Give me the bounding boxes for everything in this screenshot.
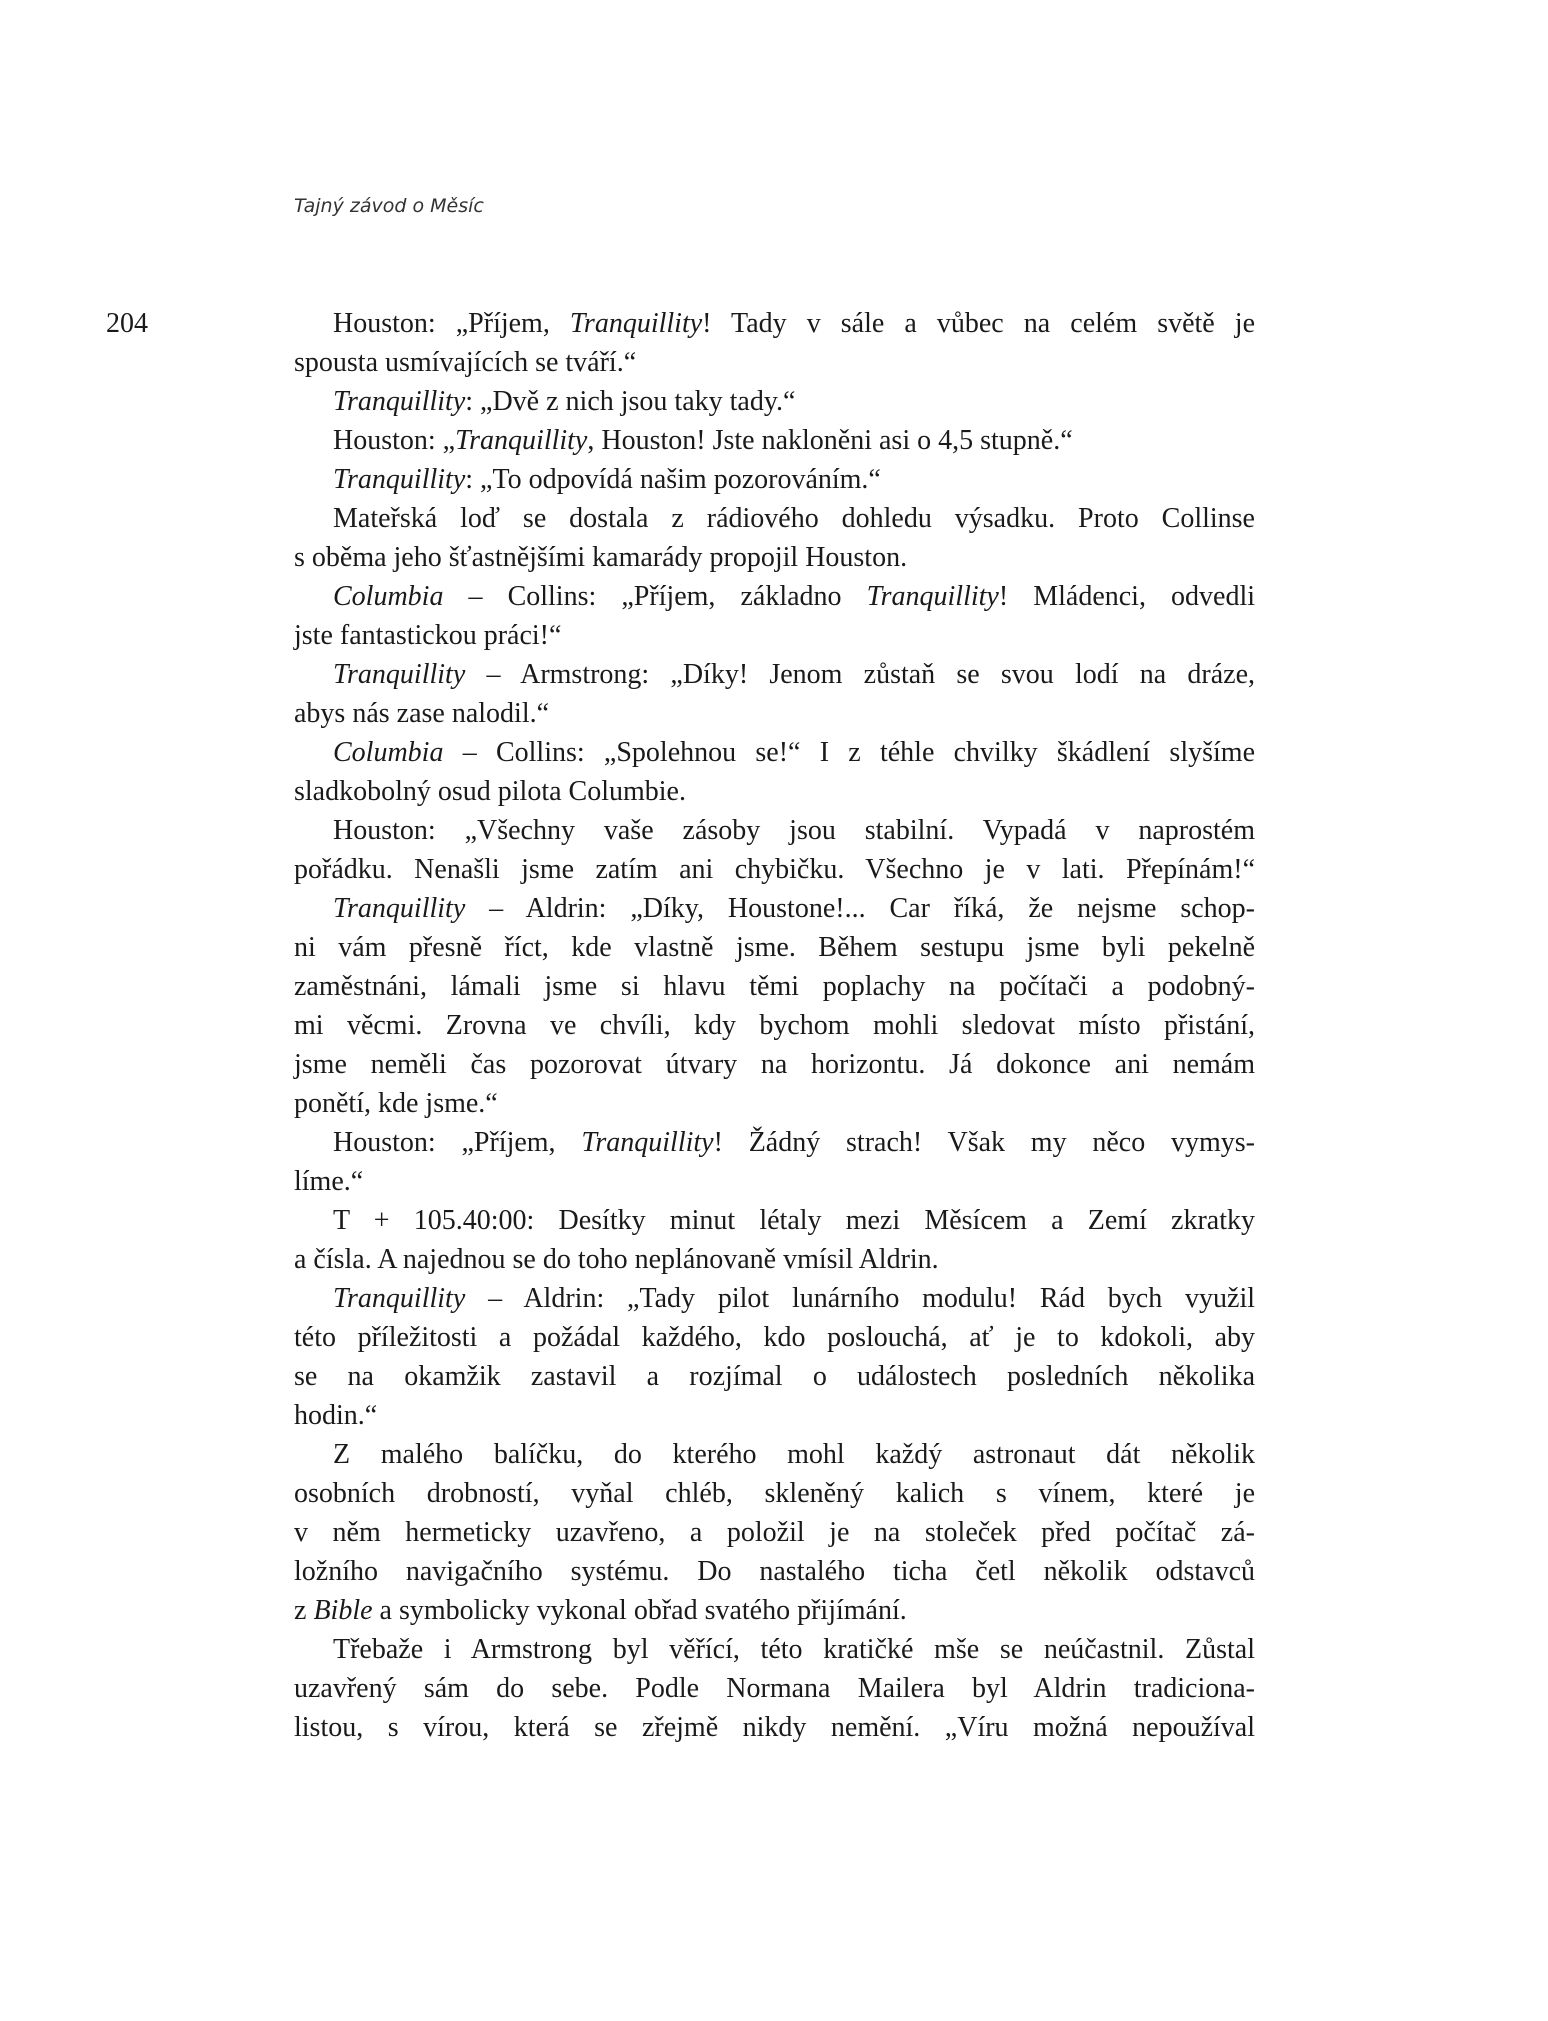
text-segment: Mateřská loď se dostala z rádiového dohledu výsadku. Proto Collinse [333,503,1255,534]
italic-text-segment: Columbia [333,737,444,768]
text-line [294,499,1255,538]
text-segment: – Armstrong: „Díky! Jenom zůstaň se svou lodí na dráze, [465,659,1255,690]
text-segment: líme.“ [294,1166,364,1197]
text-line [294,1006,1255,1045]
italic-text-segment: Tranquillity [569,308,703,339]
text-line [294,1435,1255,1474]
italic-text-segment: Tranquillity [581,1127,714,1158]
text-segment: uzavřený sám do sebe. Podle Normana Mailera byl Aldrin tradiciona- [294,1673,1255,1704]
italic-text-segment: Tranquillity [333,1283,466,1314]
text-line [294,382,1255,421]
text-line [294,1630,1255,1669]
italic-text-segment: Tranquillity [866,581,999,612]
text-segment: T + 105.40:00: Desítky minut létaly mezi Měsícem a Zemí zkratky [333,1205,1255,1236]
text-line [294,1474,1255,1513]
text-segment: Houston: „Všechny vaše zásoby jsou stabilní. Vypadá v naprostém [333,815,1255,846]
text-segment: se na okamžik zastavil a rozjímal o událostech posledních několika [294,1361,1255,1392]
text-segment: abys nás zase nalodil.“ [294,698,550,729]
text-segment: – Aldrin: „Tady pilot lunárního modulu! Rád bych využil [465,1283,1255,1314]
body-text [294,304,1255,1747]
text-line [294,889,1255,928]
text-line [294,1045,1255,1084]
text-segment: v něm hermeticky uzavřeno, a položil je na stoleček před počítač zá- [294,1517,1255,1548]
text-segment: – Aldrin: „Díky, Houstone!... Car říká, že nejsme schop- [465,893,1255,924]
text-segment: této příležitosti a požádal každého, kdo poslouchá, ať je to kdokoli, aby [294,1322,1255,1353]
text-line [294,772,1255,811]
text-line [294,1552,1255,1591]
text-segment: s oběma jeho šťastnějšími kamarády propojil Houston. [294,542,908,573]
text-segment: ! Mládenci, odvedli [998,581,1255,612]
text-segment: a symbolicky vykonal obřad svatého přijímání. [372,1595,907,1626]
italic-text-segment: Tranquillity [455,425,588,456]
text-segment: Houston: „Příjem, [333,308,570,339]
text-segment: sladkobolný osud pilota Columbie. [294,776,686,807]
text-line [294,1123,1255,1162]
text-line [294,1513,1255,1552]
text-segment: Houston: „ [333,425,456,456]
text-segment: osobních drobností, vyňal chléb, skleněný kalich s vínem, které je [294,1478,1255,1509]
text-line [294,1162,1255,1201]
text-line [294,421,1255,460]
text-segment: Třebaže i Armstrong byl věřící, této kratičké mše se neúčastnil. Zůstal [333,1634,1255,1665]
text-line [294,811,1255,850]
text-segment: jsme neměli čas pozorovat útvary na horizontu. Já dokonce ani nemám [294,1049,1255,1080]
text-segment: pořádku. Nenašli jsme zatím ani chybičku. Všechno je v lati. Přepínám!“ [294,854,1255,885]
text-segment: ložního navigačního systému. Do nastalého ticha četl několik odstavců [294,1556,1255,1587]
text-segment: ! Žádný strach! Však my něco vymys- [713,1127,1256,1158]
text-line [294,694,1255,733]
text-segment: a čísla. A najednou se do toho neplánovaně vmísil Aldrin. [294,1244,939,1275]
text-segment: Houston: „Příjem, [333,1127,582,1158]
text-line [294,1591,1255,1630]
text-line [294,460,1255,499]
text-line [294,850,1255,889]
text-line [294,928,1255,967]
text-segment: : „Dvě z nich jsou taky tady.“ [465,386,796,417]
text-segment: – Collins: „Příjem, základno [443,581,867,612]
text-line [294,1708,1255,1747]
page-number: 204 [106,308,148,339]
italic-text-segment: Columbia [333,581,444,612]
text-segment: : „To odpovídá našim pozorováním.“ [465,464,881,495]
italic-text-segment: Tranquillity [333,893,466,924]
italic-text-segment: Bible [313,1595,373,1626]
text-line [294,1240,1255,1279]
italic-text-segment: Tranquillity [333,386,466,417]
text-line [294,1396,1255,1435]
text-line [294,1279,1255,1318]
text-segment: – Collins: „Spolehnou se!“ I z téhle chvilky škádlení slyšíme [443,737,1255,768]
running-head-title: Tajný závod o Měsíc [294,195,484,217]
text-line [294,304,1255,343]
text-segment: ponětí, kde jsme.“ [294,1088,498,1119]
text-segment: ! Tady v sále a vůbec na celém světě je [702,308,1255,339]
text-segment: hodin.“ [294,1400,378,1431]
text-line [294,1084,1255,1123]
text-segment: zaměstnáni, lámali jsme si hlavu těmi poplachy na počítači a podobný- [294,971,1255,1002]
text-line [294,1669,1255,1708]
text-segment: jste fantastickou práci!“ [294,620,562,651]
italic-text-segment: Tranquillity [333,659,466,690]
text-segment: ni vám přesně říct, kde vlastně jsme. Během sestupu jsme byli pekelně [294,932,1255,963]
text-line [294,1357,1255,1396]
text-line [294,733,1255,772]
text-segment: listou, s vírou, která se zřejmě nikdy nemění. „Víru možná nepoužíval [294,1712,1255,1743]
text-line [294,1201,1255,1240]
text-segment: z [294,1595,314,1626]
text-line [294,655,1255,694]
text-line [294,343,1255,382]
text-segment: , Houston! Jste nakloněni asi o 4,5 stupně.“ [587,425,1073,456]
text-line [294,577,1255,616]
italic-text-segment: Tranquillity [333,464,466,495]
text-line [294,538,1255,577]
text-segment: mi věcmi. Zrovna ve chvíli, kdy bychom mohli sledovat místo přistání, [294,1010,1255,1041]
text-segment: Z malého balíčku, do kterého mohl každý astronaut dát několik [333,1439,1255,1470]
text-line [294,967,1255,1006]
text-line [294,616,1255,655]
text-segment: spousta usmívajících se tváří.“ [294,347,637,378]
text-line [294,1318,1255,1357]
